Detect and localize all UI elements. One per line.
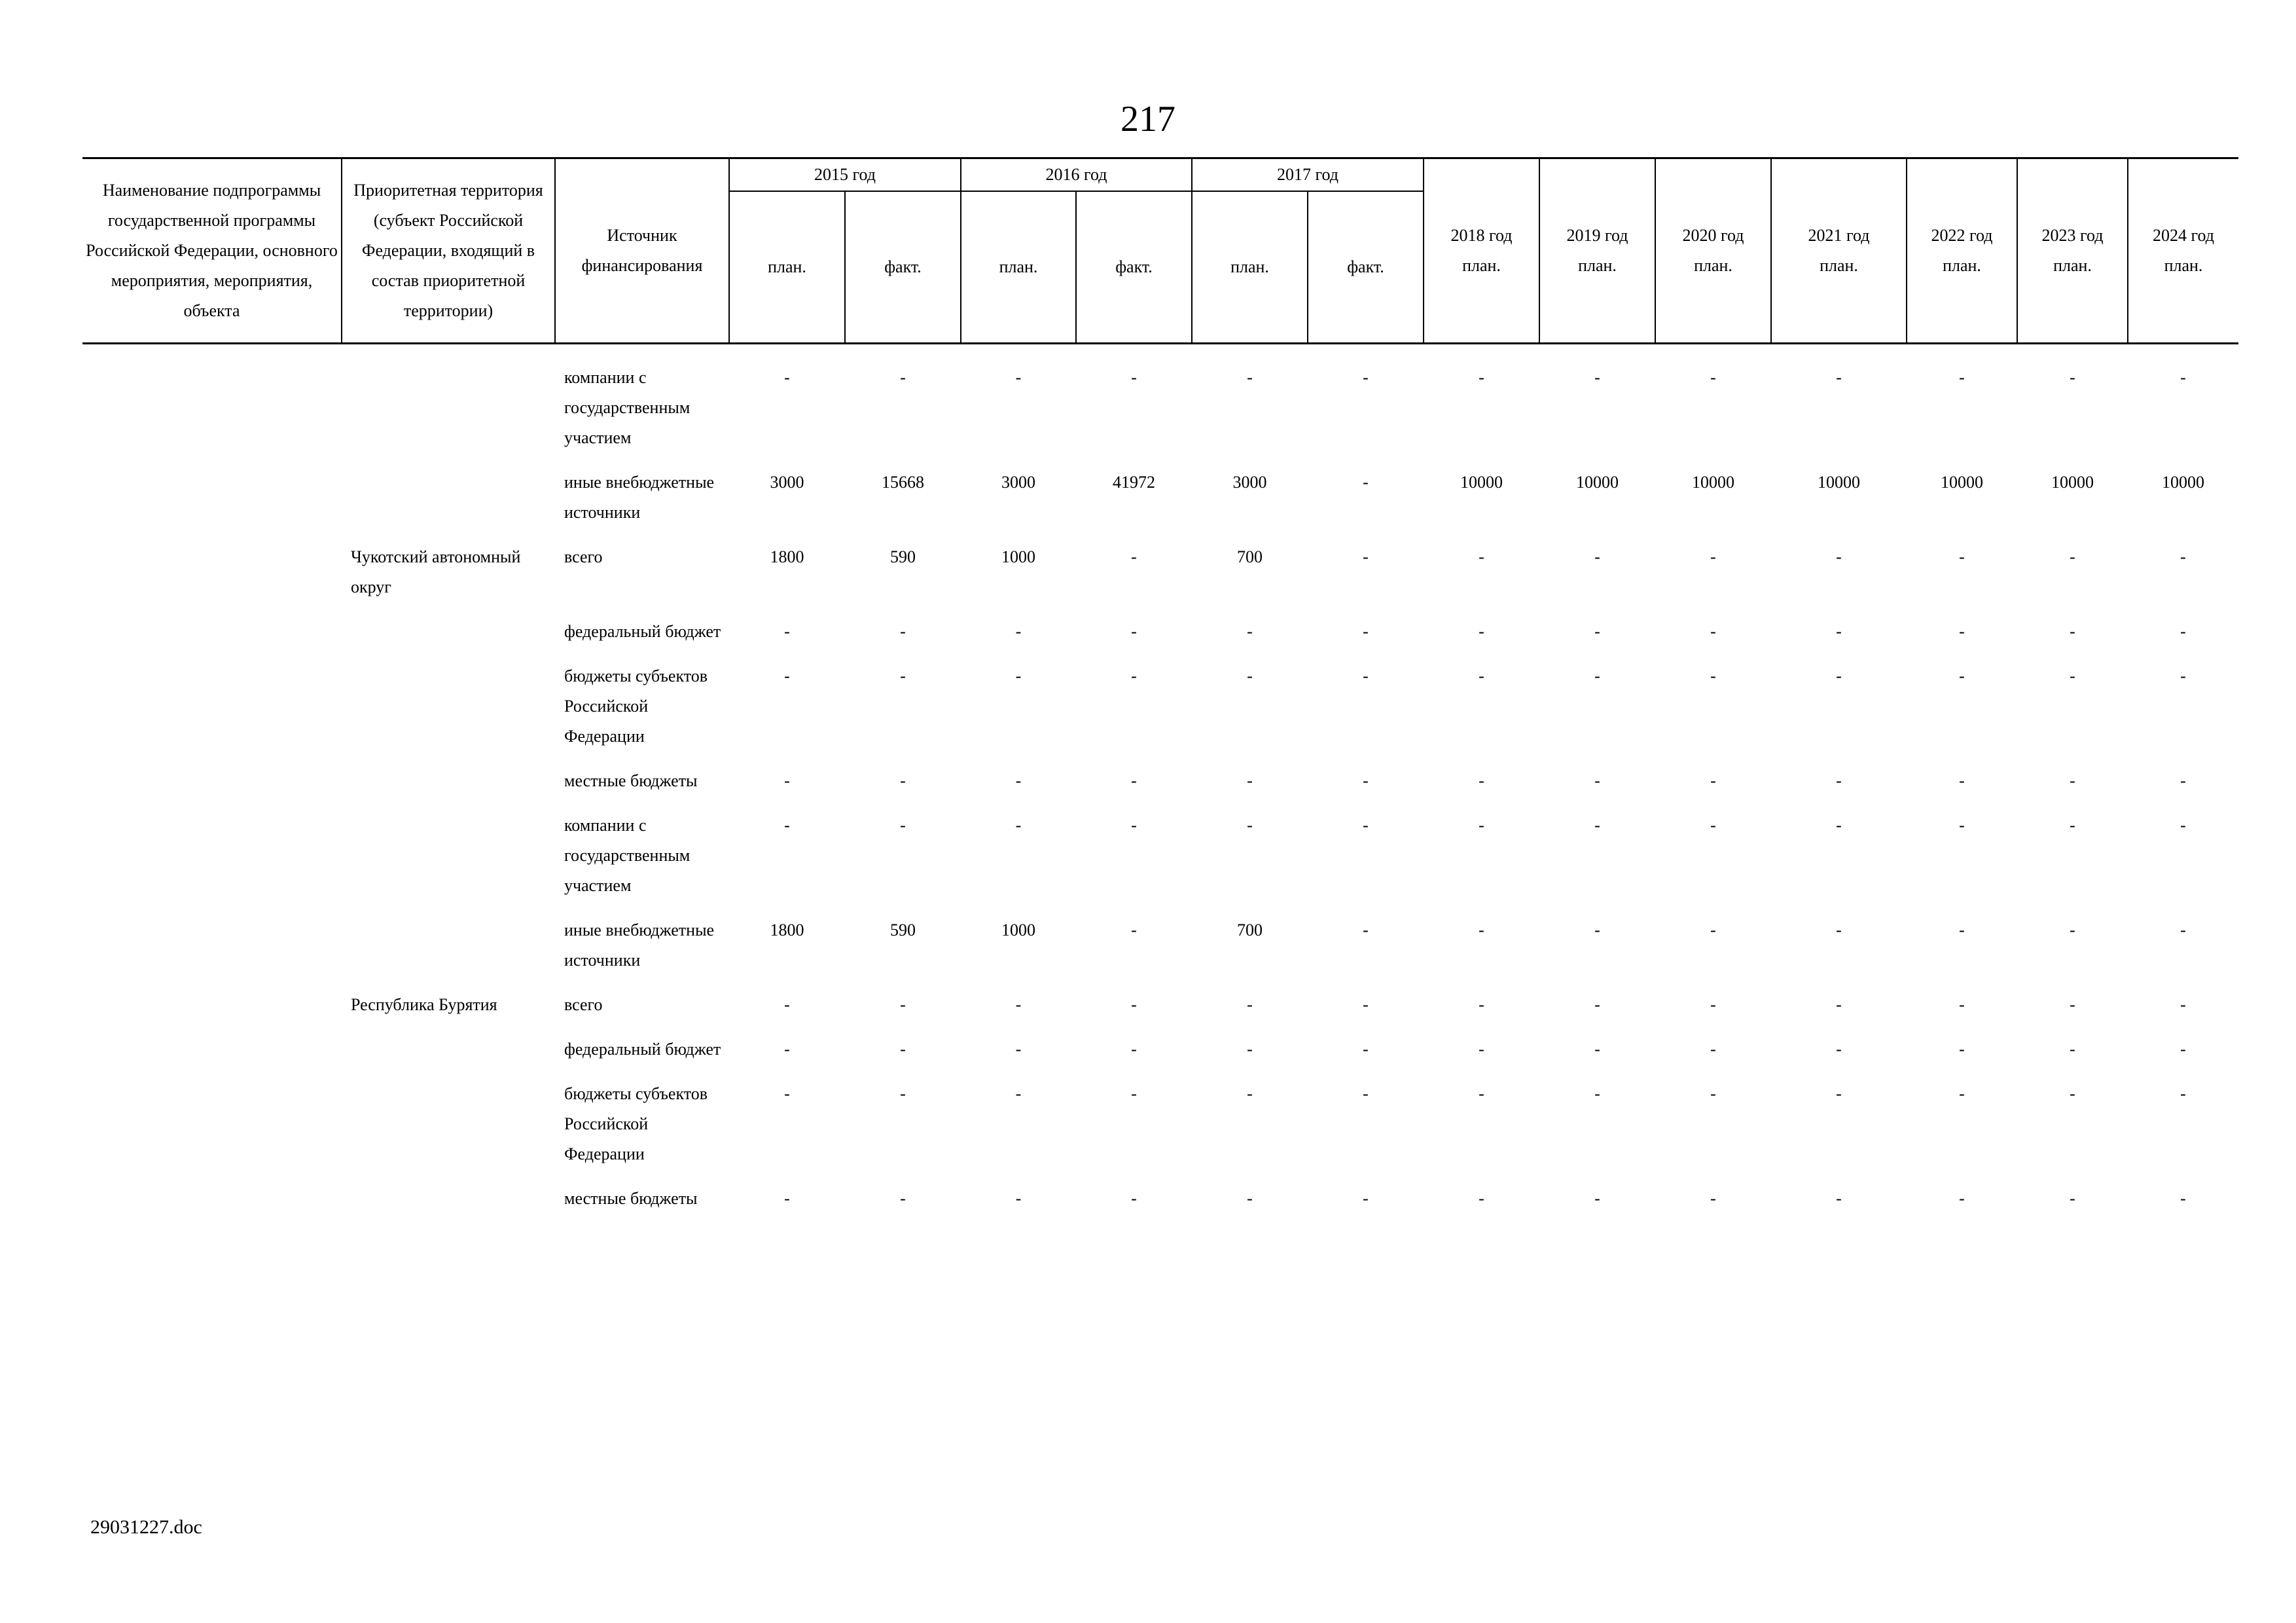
cell-funding-source: местные бюджеты [564, 771, 698, 790]
cell-value: - [1710, 547, 1716, 566]
cell-value: - [1594, 921, 1600, 939]
cell-value: - [1131, 622, 1137, 641]
cell-value: - [1131, 1040, 1137, 1059]
table-body [82, 344, 2238, 1229]
cell-value: - [784, 995, 790, 1014]
cell-value: - [2070, 1084, 2075, 1103]
cell-value: - [1710, 368, 1716, 387]
cell-value: - [1836, 995, 1842, 1014]
cell-value: - [900, 816, 906, 835]
cell-subprogram-name [82, 1034, 342, 1065]
cell-territory [342, 363, 555, 453]
cell-value: - [2070, 368, 2075, 387]
cell-value: - [1594, 622, 1600, 641]
header-year-2023: 2023 год план. [2017, 158, 2128, 344]
cell-value: - [1594, 1040, 1600, 1059]
cell-value: 10000 [2051, 473, 2094, 492]
cell-value: - [2180, 921, 2186, 939]
cell-value: - [1479, 771, 1484, 790]
cell-value: - [1959, 921, 1965, 939]
table-row [82, 1034, 2238, 1065]
cell-value: - [2180, 1040, 2186, 1059]
cell-value: - [784, 666, 790, 685]
cell-funding-source: иные внебюджетные источники [564, 473, 715, 522]
cell-value: - [1479, 1189, 1484, 1208]
cell-value: - [1594, 1084, 1600, 1103]
cell-territory [342, 617, 555, 647]
cell-value: - [1836, 1189, 1842, 1208]
cell-value: - [1594, 368, 1600, 387]
cell-value: - [2180, 666, 2186, 685]
cell-value: - [2070, 622, 2075, 641]
header-year-2021: 2021 год план. [1771, 158, 1907, 344]
cell-value: - [1363, 547, 1369, 566]
cell-value: - [1594, 666, 1600, 685]
cell-value: - [1131, 1084, 1137, 1103]
cell-value: - [1131, 1189, 1137, 1208]
cell-value: - [1247, 368, 1253, 387]
cell-value: 41972 [1113, 473, 1155, 492]
cell-value: - [2180, 547, 2186, 566]
cell-value: - [2180, 995, 2186, 1014]
cell-value: 3000 [770, 473, 804, 492]
cell-value: - [1710, 622, 1716, 641]
cell-subprogram-name [82, 363, 342, 453]
cell-value: 10000 [1460, 473, 1503, 492]
page-number: 217 [1121, 99, 1175, 139]
header-year-2018: 2018 год план. [1424, 158, 1539, 344]
cell-value: - [784, 816, 790, 835]
cell-value: - [1710, 816, 1716, 835]
cell-value: - [900, 1040, 906, 1059]
cell-value: - [1479, 1084, 1484, 1103]
cell-value: - [1710, 921, 1716, 939]
cell-funding-source: местные бюджеты [564, 1189, 698, 1208]
cell-value: - [2180, 622, 2186, 641]
cell-value: - [1710, 1189, 1716, 1208]
header-year-2017: 2017 год [1192, 158, 1424, 192]
cell-funding-source: иные внебюджетные источники [564, 921, 715, 970]
cell-subprogram-name [82, 542, 342, 602]
cell-value: - [2070, 816, 2075, 835]
cell-value: - [1363, 771, 1369, 790]
cell-value: - [1710, 666, 1716, 685]
cell-value: - [1594, 1189, 1600, 1208]
cell-value: 10000 [1818, 473, 1860, 492]
cell-funding-source: компании с государственным участием [564, 368, 691, 447]
header-2016-plan: план. [961, 191, 1076, 344]
cell-funding-source: федеральный бюджет [564, 622, 721, 641]
cell-subprogram-name [82, 661, 342, 752]
cell-value: - [1131, 771, 1137, 790]
cell-territory [342, 1034, 555, 1065]
cell-value: - [1247, 771, 1253, 790]
cell-value: - [1594, 816, 1600, 835]
cell-value: - [784, 1040, 790, 1059]
cell-territory [342, 811, 555, 901]
cell-value: - [2180, 816, 2186, 835]
cell-value: - [1247, 1084, 1253, 1103]
cell-value: - [1836, 622, 1842, 641]
cell-value: - [1363, 1189, 1369, 1208]
cell-value: 10000 [2162, 473, 2204, 492]
cell-funding-source: всего [564, 547, 603, 566]
cell-value: - [1479, 547, 1484, 566]
cell-value: - [1479, 666, 1484, 685]
cell-value: - [1479, 368, 1484, 387]
cell-territory [342, 766, 555, 796]
table-row [82, 542, 2238, 602]
cell-value: - [1363, 1040, 1369, 1059]
cell-value: - [1479, 816, 1484, 835]
cell-value: 590 [890, 921, 916, 939]
cell-funding-source: всего [564, 995, 603, 1014]
cell-value: - [1247, 995, 1253, 1014]
header-2016-fact: факт. [1076, 191, 1192, 344]
footer-filename: 29031227.doc [90, 1516, 202, 1538]
cell-value: - [784, 771, 790, 790]
cell-subprogram-name [82, 811, 342, 901]
table-row [82, 661, 2238, 752]
cell-value: - [1836, 1040, 1842, 1059]
cell-value: 3000 [1001, 473, 1035, 492]
header-year-2024: 2024 год план. [2128, 158, 2238, 344]
cell-value: - [1363, 921, 1369, 939]
cell-value: - [2180, 771, 2186, 790]
cell-subprogram-name [82, 990, 342, 1020]
cell-value: - [900, 368, 906, 387]
cell-value: - [1015, 1040, 1022, 1059]
cell-funding-source: бюджеты субъектов Российской Федерации [564, 666, 708, 746]
cell-funding-source: бюджеты субъектов Российской Федерации [564, 1084, 708, 1163]
cell-territory [342, 1184, 555, 1214]
cell-value: 700 [1237, 547, 1263, 566]
cell-value: 10000 [1576, 473, 1619, 492]
header-year-2020: 2020 год план. [1655, 158, 1771, 344]
cell-value: - [900, 1189, 906, 1208]
cell-territory: Чукотский автономный округ [351, 547, 521, 596]
cell-value: - [1710, 1084, 1716, 1103]
cell-value: - [1363, 666, 1369, 685]
cell-value: - [1959, 771, 1965, 790]
cell-value: - [1131, 368, 1137, 387]
cell-territory [342, 661, 555, 752]
cell-value: - [784, 1189, 790, 1208]
cell-value: - [1015, 622, 1022, 641]
cell-value: - [1959, 1040, 1965, 1059]
header-year-2019: 2019 год план. [1539, 158, 1655, 344]
cell-value: 10000 [1941, 473, 1983, 492]
cell-value: - [900, 771, 906, 790]
cell-value: - [784, 1084, 790, 1103]
table-row [82, 990, 2238, 1020]
cell-value: - [2070, 666, 2075, 685]
cell-value: - [1959, 622, 1965, 641]
cell-subprogram-name [82, 915, 342, 976]
cell-subprogram-name [82, 467, 342, 528]
cell-value: 1000 [1001, 547, 1035, 566]
cell-value: - [1015, 771, 1022, 790]
cell-value: 700 [1237, 921, 1263, 939]
cell-value: - [1959, 1189, 1965, 1208]
cell-value: - [1479, 995, 1484, 1014]
cell-value: - [1363, 368, 1369, 387]
cell-subprogram-name [82, 617, 342, 647]
cell-value: - [1247, 816, 1253, 835]
table-row [82, 915, 2238, 976]
cell-value: - [1015, 368, 1022, 387]
cell-value: - [2180, 368, 2186, 387]
cell-value: - [1247, 1189, 1253, 1208]
cell-value: - [2070, 921, 2075, 939]
cell-territory: Республика Бурятия [351, 995, 497, 1014]
cell-value: - [1363, 1084, 1369, 1103]
header-year-2022: 2022 год план. [1907, 158, 2017, 344]
cell-territory [342, 1079, 555, 1169]
cell-value: - [1594, 771, 1600, 790]
table-row [82, 1079, 2238, 1169]
cell-value: - [2070, 1189, 2075, 1208]
cell-funding-source: компании с государственным участием [564, 816, 691, 895]
cell-value: - [1131, 547, 1137, 566]
cell-value: - [1836, 816, 1842, 835]
cell-value: - [1959, 995, 1965, 1014]
cell-value: - [1594, 995, 1600, 1014]
cell-value: - [2070, 1040, 2075, 1059]
cell-value: - [2070, 995, 2075, 1014]
table-row [82, 363, 2238, 453]
table-row [82, 766, 2238, 796]
cell-value: - [1247, 1040, 1253, 1059]
cell-value: - [1710, 995, 1716, 1014]
cell-value: - [1015, 666, 1022, 685]
cell-value: - [1836, 368, 1842, 387]
cell-value: - [1836, 666, 1842, 685]
cell-value: - [1959, 816, 1965, 835]
cell-value: - [2180, 1189, 2186, 1208]
cell-value: 590 [890, 547, 916, 566]
cell-value: - [1959, 666, 1965, 685]
cell-value: - [1710, 771, 1716, 790]
cell-value: 3000 [1232, 473, 1267, 492]
cell-value: - [1479, 1040, 1484, 1059]
table-row [82, 617, 2238, 647]
cell-value: - [1594, 547, 1600, 566]
header-funding-source: Источник финансирования [555, 158, 729, 344]
cell-value: - [1363, 816, 1369, 835]
table-row [82, 1184, 2238, 1214]
cell-subprogram-name [82, 1184, 342, 1214]
cell-value: - [1959, 1084, 1965, 1103]
cell-value: - [1131, 816, 1137, 835]
cell-territory [342, 467, 555, 528]
cell-value: - [1836, 771, 1842, 790]
cell-value: - [1015, 1084, 1022, 1103]
cell-value: - [900, 666, 906, 685]
cell-funding-source: федеральный бюджет [564, 1040, 721, 1059]
cell-value: - [1959, 368, 1965, 387]
cell-value: - [1836, 1084, 1842, 1103]
cell-value: - [1363, 473, 1369, 492]
cell-value: - [1836, 921, 1842, 939]
cell-value: - [1959, 547, 1965, 566]
cell-value: 15668 [882, 473, 924, 492]
cell-value: - [1015, 995, 1022, 1014]
header-2015-fact: факт. [845, 191, 961, 344]
cell-value: - [1131, 921, 1137, 939]
cell-value: - [1479, 622, 1484, 641]
cell-value: - [1131, 995, 1137, 1014]
cell-subprogram-name [82, 766, 342, 796]
cell-value: - [1015, 1189, 1022, 1208]
cell-value: - [2180, 1084, 2186, 1103]
header-priority-territory: Приоритетная территория (субъект Российской Федерации, входящий в состав приоритетной территории) [342, 158, 555, 344]
cell-value: - [1131, 666, 1137, 685]
header-2017-fact: факт. [1308, 191, 1424, 344]
header-subprogram-name: Наименование подпрограммы государственной программы Российской Федерации, основного мероприятия, мероприятия, объекта [82, 158, 342, 344]
header-year-2016: 2016 год [961, 158, 1192, 192]
cell-value: - [1015, 816, 1022, 835]
cell-value: - [1836, 547, 1842, 566]
cell-value: - [784, 368, 790, 387]
cell-value: - [1363, 995, 1369, 1014]
cell-value: 10000 [1692, 473, 1734, 492]
cell-value: - [1247, 622, 1253, 641]
cell-value: - [1247, 666, 1253, 685]
cell-value: - [900, 995, 906, 1014]
table-row [82, 811, 2238, 901]
cell-value: 1800 [770, 921, 804, 939]
cell-value: 1000 [1001, 921, 1035, 939]
header-year-2015: 2015 год [729, 158, 961, 192]
cell-value: - [2070, 771, 2075, 790]
cell-value: - [1710, 1040, 1716, 1059]
header-2017-plan: план. [1192, 191, 1308, 344]
cell-value: - [2070, 547, 2075, 566]
cell-value: - [1479, 921, 1484, 939]
cell-value: - [900, 1084, 906, 1103]
funding-table [82, 157, 2238, 1228]
cell-value: - [900, 622, 906, 641]
cell-value: 1800 [770, 547, 804, 566]
cell-value: - [1363, 622, 1369, 641]
table-row [82, 467, 2238, 528]
header-2015-plan: план. [729, 191, 845, 344]
cell-value: - [784, 622, 790, 641]
table-header [82, 158, 2238, 344]
cell-territory [342, 915, 555, 976]
cell-subprogram-name [82, 1079, 342, 1169]
